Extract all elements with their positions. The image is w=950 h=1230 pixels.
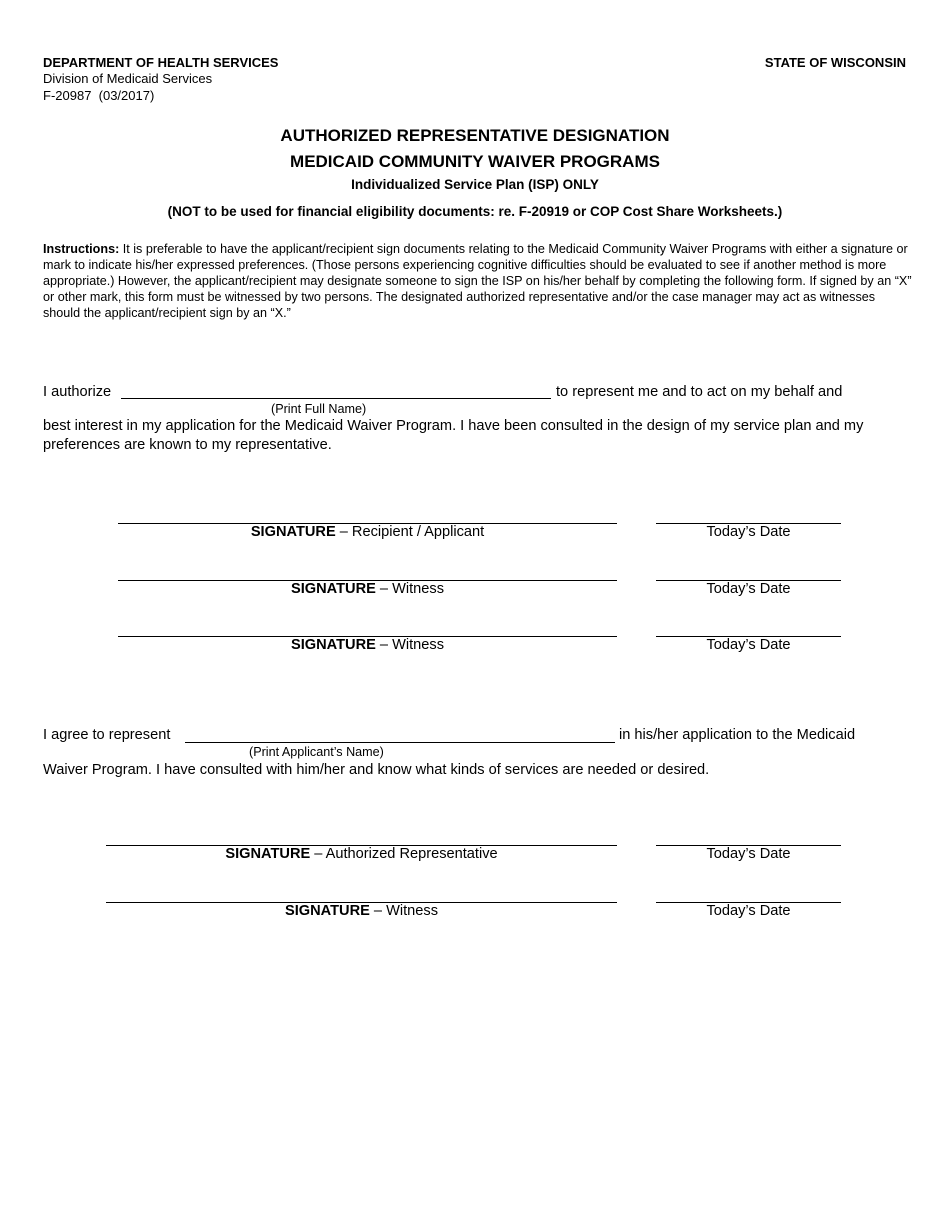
signature-label-bold: SIGNATURE [291,581,376,597]
recipient-signature-label [118,524,617,540]
authorize-continuation: best interest in my application for the Medicaid Waiver Program. I have been consulted in the design of my service plan and my preferences are known to my representative. [43,418,864,453]
signature-label-role: – Witness [375,581,444,597]
instructions-text: It is preferable to have the applicant/recipient sign documents relating to the Medicaid Community Waiver Programs with either a signature or mark to indicate his/her expressed preferences. (Those persons experiencing cognitive difficulties should be evaluated to see if another method is more appropriate.) However, the applicant/recipient may designate someone to sign the ISP on his/her behalf by completing the following form. If signed by an “X” or other mark, this form must be witnessed by two persons. The designated authorized representative and/or the case manager may act as witnesses should the applicant/recipient sign by an “X.” [43,242,912,320]
authorize-prefix: I authorize [43,384,112,400]
print-applicant-name-caption: (Print Applicant’s Name) [249,745,384,759]
signature-label-role: – Recipient / Applicant [335,524,485,540]
signature-label-role: – Authorized Representative [310,846,498,862]
witness3-signature-label [106,903,617,919]
witness2-signature-label [118,637,617,653]
state-name: STATE OF WISCONSIN [764,55,906,70]
signature-label-bold: SIGNATURE [285,903,370,919]
authorize-suffix: to represent me and to act on my behalf and [556,384,843,400]
form-title: AUTHORIZED REPRESENTATIVE DESIGNATION [280,126,670,145]
represent-suffix: in his/her application to the Medicaid [619,727,856,743]
signature-label-bold: SIGNATURE [291,637,376,653]
instructions-label: Instructions: [43,242,120,256]
print-full-name-caption: (Print Full Name) [271,402,367,416]
signature-label-bold: SIGNATURE [250,524,336,540]
signature-label-role: – Witness [375,637,444,653]
represent-continuation: Waiver Program. I have consulted with him/her and know what kinds of services are needed or desired. [43,762,710,778]
department-name: DEPARTMENT OF HEALTH SERVICES [43,55,279,70]
print-full-name-field[interactable] [121,398,551,399]
usage-note: (NOT to be used for financial eligibility documents: re. F-20919 or COP Cost Share Worksheets.) [167,204,783,219]
witness1-signature-label [118,581,617,597]
represent-prefix: I agree to represent [43,727,171,743]
form-number: F-20987 (03/2017) [43,88,155,103]
signature-label-bold: SIGNATURE [225,846,311,862]
witness2-date-label: Today’s Date [706,637,791,653]
representative-signature-label [106,846,617,862]
witness1-date-label: Today’s Date [706,581,791,597]
division-name: Division of Medicaid Services [43,71,213,86]
recipient-date-label: Today’s Date [706,524,791,540]
instructions-paragraph [43,241,913,321]
form-subtitle: MEDICAID COMMUNITY WAIVER PROGRAMS [290,152,660,171]
signature-label-role: – Witness [369,903,438,919]
representative-date-label: Today’s Date [706,846,791,862]
print-applicant-name-field[interactable] [185,742,615,743]
witness3-date-label: Today’s Date [706,903,791,919]
isp-only-label: Individualized Service Plan (ISP) ONLY [351,177,599,192]
